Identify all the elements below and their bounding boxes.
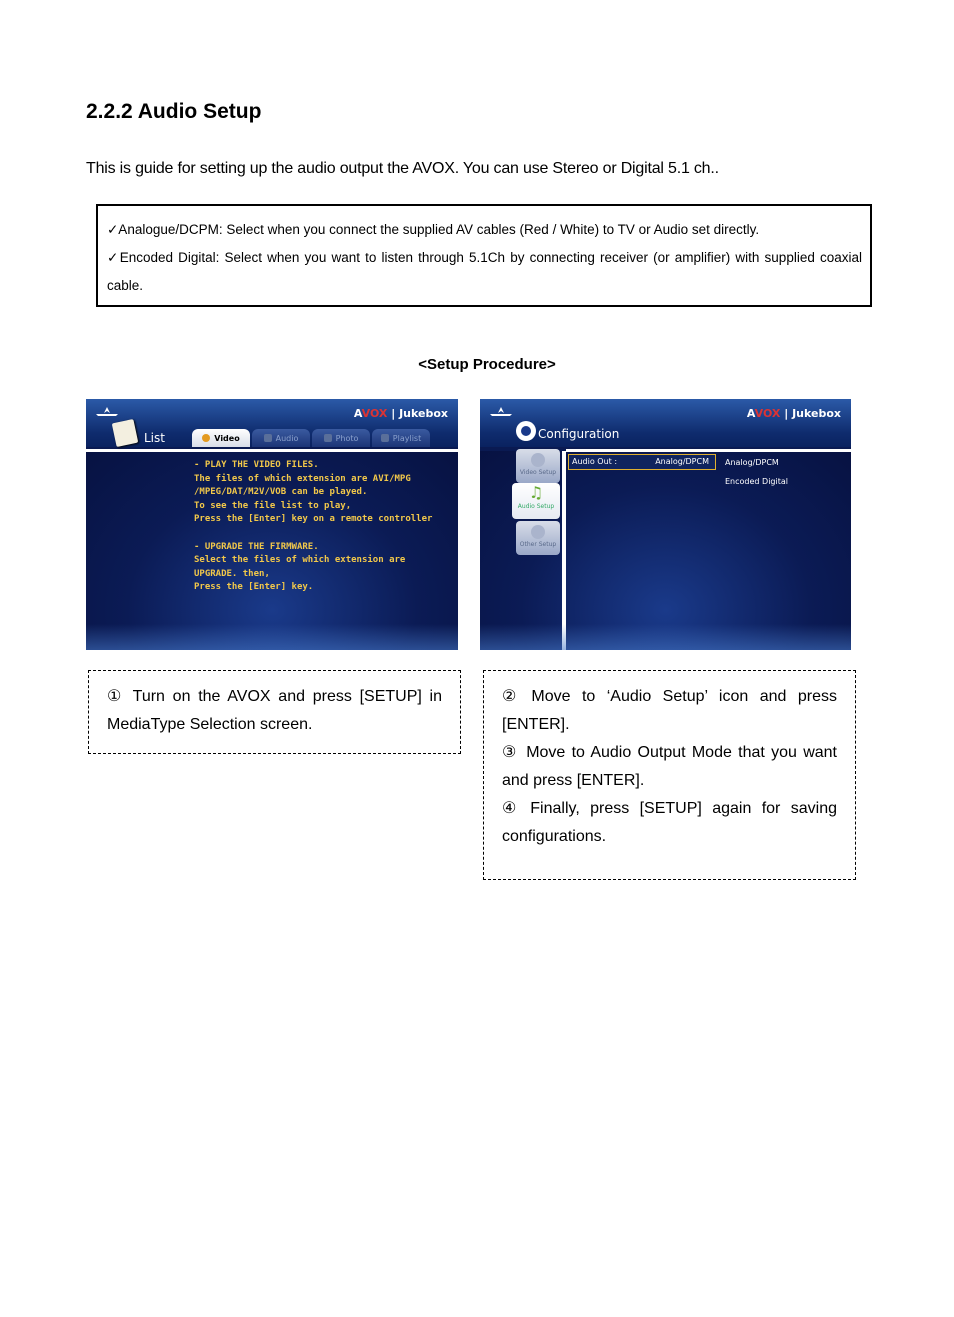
note-encoded-digital: ✓Encoded Digital: Select when you want to listen through 5.1Ch by connecting receiver (or amplifier) with supplied coaxial cable. [107,250,862,293]
step-box-2 [483,670,856,880]
playlist-icon [381,434,389,442]
bottom-glow [86,624,458,650]
audio-out-setting[interactable] [568,454,716,470]
video-info-text: - PLAY THE VIDEO FILES. The files of which extension are AVI/MPG /MPEG/DAT/M2V/VOB can be played. To see the file list to play, Press the [Enter] key on a remote controller - UPGRADE THE FIRMWARE. Select the files of which extension are UPGRADE. then, Press the [Enter] key. [194,460,433,593]
media-tabs [192,429,430,447]
brand-logo: AVOX | Jukebox [353,407,448,420]
step-number: ④ [502,800,523,817]
tab-photo[interactable]: Photo [312,429,370,447]
divider [86,449,458,452]
list-icon [112,419,139,447]
vantec-logo-icon [94,405,120,421]
screenshot-media-type [86,399,458,650]
music-note-icon [264,434,272,442]
setup-sidebar [510,447,562,650]
sidebar-item-other-setup[interactable]: Other Setup [516,521,560,555]
video-setup-icon [531,453,545,467]
video-icon [202,434,210,442]
section-heading: 2.2.2 Audio Setup [86,100,262,123]
music-note-icon: ♫ [528,483,544,502]
notes-box [96,204,872,307]
configuration-title: Configuration [538,427,620,441]
step-4: ④ Finally, press [SETUP] again for saving configurations. [502,800,837,845]
list-label: List [144,431,165,445]
step-number: ① [107,688,125,705]
option-encoded-digital[interactable]: Encoded Digital [725,477,788,486]
camera-icon [324,434,332,442]
note-analogue: ✓Analogue/DCPM: Select when you connect the supplied AV cables (Red / White) to TV or Audio set directly. [107,222,760,237]
divider [566,449,851,452]
step-3: ③ Move to Audio Output Mode that you want and press [ENTER]. [502,744,837,789]
tab-video[interactable]: Video [192,429,250,447]
brand-logo: AVOX | Jukebox [746,407,841,420]
intro-text: This is guide for setting up the audio output the AVOX. You can use Stereo or Digital 5.1 ch.. [86,160,719,177]
sidebar-item-audio-setup[interactable]: ♫ Audio Setup [512,483,560,519]
tab-playlist[interactable]: Playlist [372,429,430,447]
link-icon [531,525,545,539]
option-analog-dpcm[interactable]: Analog/DPCM [725,458,779,467]
screenshot-configuration [480,399,851,650]
configuration-icon [516,421,536,441]
sidebar-item-video-setup[interactable]: Video Setup [516,449,560,483]
step-2: ② Move to ‘Audio Setup’ icon and press [ENTER]. [502,688,838,733]
bottom-glow [480,624,851,650]
tab-audio[interactable]: Audio [252,429,310,447]
step-1: ① Turn on the AVOX and press [SETUP] in MediaType Selection screen. [107,688,443,733]
step-box-1 [88,670,461,754]
step-number: ③ [502,744,519,761]
audio-out-value: Analog/DPCM [655,457,709,466]
procedure-title: <Setup Procedure> [418,356,556,373]
audio-out-label: Audio Out : [572,457,618,466]
vertical-divider [562,451,566,650]
step-number: ② [502,688,524,705]
vantec-logo-icon [488,405,514,421]
